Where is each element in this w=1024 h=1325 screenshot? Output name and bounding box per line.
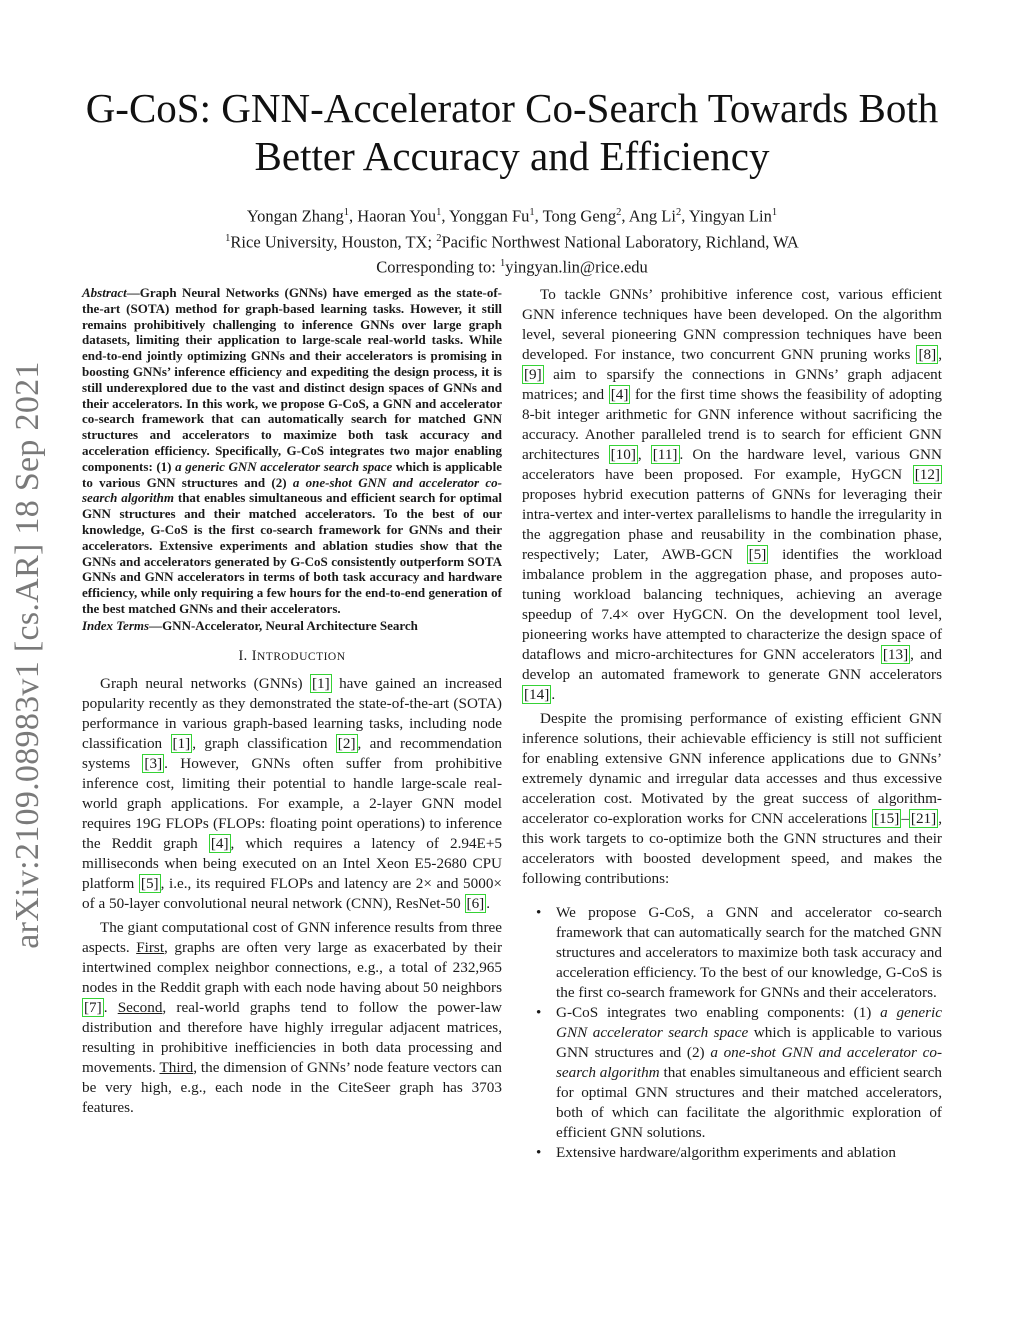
bullet-icon: • [536,1004,542,1021]
section-numeral: I. I [238,647,257,664]
text: , graphs are often very large as exacerbated by their intertwined complex neighbor connections, e.g., a total of 232,965 nodes in the Reddit graph with each node having about 50 neighbors [82,938,502,996]
author-name: Yingyan Lin [688,206,772,226]
text: , and develop an automated framework to generate GNN accelerators [522,646,942,683]
citation-link[interactable]: [10] [610,446,636,463]
contribution-item [522,1003,942,1143]
underlined-term: Second [117,998,163,1016]
citation-link[interactable]: [7] [84,998,102,1016]
author-name: Haoran You [357,206,437,226]
text: , which requires a latency of 2.94E+5 milliseconds when being executed on an Intel Xeon E5-2680 CPU platform [82,834,502,892]
index-terms-lead: Index Terms [82,617,150,633]
author-affil-mark: 1 [436,207,442,218]
text: have gained an increased popularity recently as they demonstrated the state-of-the-art (SOTA) performance in various graph-based learning tasks, including node classification [82,674,503,752]
index-terms [82,618,502,634]
author-name: Yonggan Fu [449,206,530,226]
abstract-emph: a one-shot GNN and accelerator co-search algorithm [82,474,502,506]
text: identifies the workload imbalance problem in the aggregation phase, and proposes auto-tuning workload balancing techniques, achieving an average speedup of 7.4× over HyGCN. On the development tool level, pioneering works have attempted to characterize the design space of dataflows and micro-architectures for GNN accelerators [522,546,943,663]
author-affil-mark: 1 [343,207,350,218]
text: proposes hybrid execution patterns of GNNs for leveraging their intra-vertex and inter-vertex parallelisms to handle the irregularity in the aggregation phase and reusability in the combination phase, respectively; Later, AWB-GCN [522,486,942,563]
author-affil-mark: 2 [616,207,622,218]
citation-link[interactable]: [5] [748,546,767,563]
text: , [637,446,642,463]
abstract-text: which is applicable to various GNN structures and (2) [82,458,503,490]
text: To tackle GNNs’ prohibitive inference cost, various efficient GNN inference techniques have been developed. On the algorithm level, several pioneering GNN compression techniques have been developed. For instance, two concurrent GNN pruning works [522,286,942,363]
citation-link[interactable]: [6] [466,894,485,912]
bullet-icon: • [536,904,542,921]
citation-link[interactable]: [2] [337,734,356,752]
underlined-term: Third [159,1058,194,1076]
citation-link[interactable]: [8] [918,346,937,363]
text: . On the hardware level, various GNN accelerators have been proposed. For example, HyGCN [522,446,942,483]
index-terms-text: —GNN-Accelerator, Neural Architecture Search [149,617,418,633]
contributions-list [522,903,942,1163]
citation-link[interactable]: [5] [140,874,159,892]
citation-link[interactable]: [4] [210,834,229,852]
citation-link[interactable]: [4] [610,386,629,403]
citation-link[interactable]: [13] [882,646,909,663]
citation-link[interactable]: [11] [652,446,678,463]
affiliation-1: Rice University, Houston, TX; [230,232,433,251]
abstract-text: that enables simultaneous and efficient search for optimal GNN structures and their matched accelerators. To the best of our knowledge, G-CoS is the first co-search framework for GNNs and their accelerators. Extensive experiments and ablation studies show that the GNNs and accelerators generated by G-CoS consistently outperform SOTA GNNs and GNN accelerators in terms of both task accuracy and hardware efficiency, while only requiring a few hours for the end-to-end generation of the best matched GNNs and their accelerators. [82,490,503,616]
affiliations [60,228,964,254]
abstract-lead: Abstract [82,285,127,300]
citation-link[interactable]: [3] [144,754,163,772]
text: that enables simultaneous and efficient search for optimal GNN structures and their matched accelerators, both of which can facilitate the algorithmic exploration of efficient GNN solutions. [556,1064,943,1141]
author-name: Tong Geng [542,206,617,226]
citation-link[interactable]: [14] [524,686,550,703]
bullet-icon: • [536,1144,542,1161]
citation-link[interactable]: [15] [874,810,900,827]
text: The giant computational cost of GNN inference results from three aspects. [82,918,502,956]
text: . [103,998,108,1016]
arxiv-identifier[interactable]: arXiv:2109.08983v1 [cs.AR] 18 Sep 2021 [9,361,46,949]
corresponding-email[interactable]: yingyan.lin@rice.edu [505,257,648,277]
text: . [551,686,556,703]
text: , real-world graphs tend to follow the power-law distribution and therefore have highly irregular adjacent matrices, resulting in prohibitive inefficiencies in both data processing and movements. [82,998,503,1076]
intro-paragraph-2 [82,918,502,1118]
text: . However, GNNs often suffer from prohibitive inference cost, limiting their potential to handle large-scale real-world graph applications. For example, a 2-layer GNN model requires 19G FLOPs (FLOPs: floating point operations) to inference the Reddit graph [82,754,502,852]
text: which is applicable to various GNN structures and (2) [556,1024,942,1061]
text: aim to sparsify the connections in GNNs’ graph adjacent matrices; and [522,366,942,403]
section-title-rest: NTRODUCTION [256,650,346,663]
intro-paragraph-3 [522,285,942,705]
text: , the dimension of GNNs’ node feature vectors can be very high, e.g., each node in the CiteSeer graph has 3703 features. [82,1058,502,1116]
contribution-item [522,1143,942,1163]
text: , [938,346,942,363]
abstract-emph: a generic GNN accelerator search space [175,458,393,474]
affil-mark: 1 [499,258,506,269]
affil-mark: 2 [436,232,442,244]
author-name: Ang Li [628,206,676,226]
left-column [82,285,502,1118]
text: We propose G-CoS, a GNN and accelerator co-search framework that can automatically search for the matched GNN structures and accelerators to maximize both task accuracy and acceleration efficiency. To the best of our knowledge, G-CoS is the first co-search framework for GNNs and their accelerators. [556,904,942,1001]
citation-link[interactable]: [1] [311,674,330,692]
text: Graph neural networks (GNNs) [100,674,303,692]
text: , i.e., its required FLOPs and latency are 2× and 5000× of a 50-layer convolutional neural network (CNN), ResNet-50 [82,874,502,912]
underlined-term: First [136,938,165,956]
emph-text: a one-shot GNN and accelerator co-search algorithm [556,1044,943,1081]
abstract-text: —Graph Neural Networks (GNNs) have emerged as the state-of-the-art (SOTA) method for graph-based learning tasks. However, it still remains prohibitively challenging to inference GNNs over large graph datasets, limiting their application to large-scale real-world tasks. While end-to-end jointly optimizing GNNs and their accelerators is promising in boosting GNNs’ inference efficiency and expediting the design process, it is still underexplored due to the vast and distinct design spaces of GNNs and their accelerators. In this work, we propose G-CoS, a GNN and accelerator co-search framework that can automatically search for matched GNN structures and accelerators to maximize both task accuracy and acceleration efficiency. Specifically, G-CoS integrates two major enabling components: (1) [82,285,502,474]
text: G-CoS integrates two enabling components: (1) [556,1004,872,1021]
contribution-item [522,903,942,1003]
emph-text: a generic GNN accelerator search space [556,1004,943,1041]
author-affil-mark: 2 [675,207,682,218]
text: . [486,894,491,912]
affiliation-2: Pacific Northwest National Laboratory, Richland, WA [441,232,799,251]
abstract [82,285,502,617]
author-name: Yongan Zhang [246,206,344,226]
text: – [901,810,909,827]
citation-link[interactable]: [21] [910,810,937,827]
corresponding-label: Corresponding to: [376,257,496,277]
intro-paragraph-1 [82,674,502,914]
text: , this work targets to co-optimize both the GNN structures and their accelerators with boosted development speed, and makes the following contributions: [522,810,943,887]
paper-title: G-CoS: GNN-Accelerator Co-Search Towards Both Better Accuracy and Efficiency [85,85,939,179]
text: Extensive hardware/algorithm experiments and ablation [556,1144,896,1161]
section-heading-introduction [82,646,502,667]
right-column [522,285,942,1163]
author-block [60,202,964,279]
corresponding-line [60,253,964,279]
author-affil-mark: 1 [529,207,535,218]
text: Despite the promising performance of existing efficient GNN inference solutions, their achievable efficiency is still not sufficient for enabling extensive GNN inference applications due to GNNs’ extremely dynamic and irregular data accesses and thus excessive acceleration cost. Motivated by the great success of algorithm-accelerator co-exploration works for CNN accelerations [522,710,942,827]
author-list: Yongan Zhang$^1$, Haoran You$^1$, Yonggan Fu$^1$, Tong Geng$^2$, Ang Li$^2$, Yingyan Lin$^1$ [246,206,778,226]
intro-paragraph-4 [522,709,942,889]
citation-link[interactable]: [9] [524,366,542,383]
citation-link[interactable]: [12] [914,466,940,483]
affil-mark: 1 [225,232,231,244]
text: , and recommendation systems [82,734,503,772]
citation-link[interactable]: [1] [172,734,191,752]
text: , graph classification [192,734,328,752]
author-affil-mark: 1 [771,207,778,218]
text: for the first time shows the feasibility of adopting 8-bit integer arithmetic for GNN inference without sacrificing the accuracy. Another paralleled trend is to search for efficient GNN architectures [522,386,943,463]
